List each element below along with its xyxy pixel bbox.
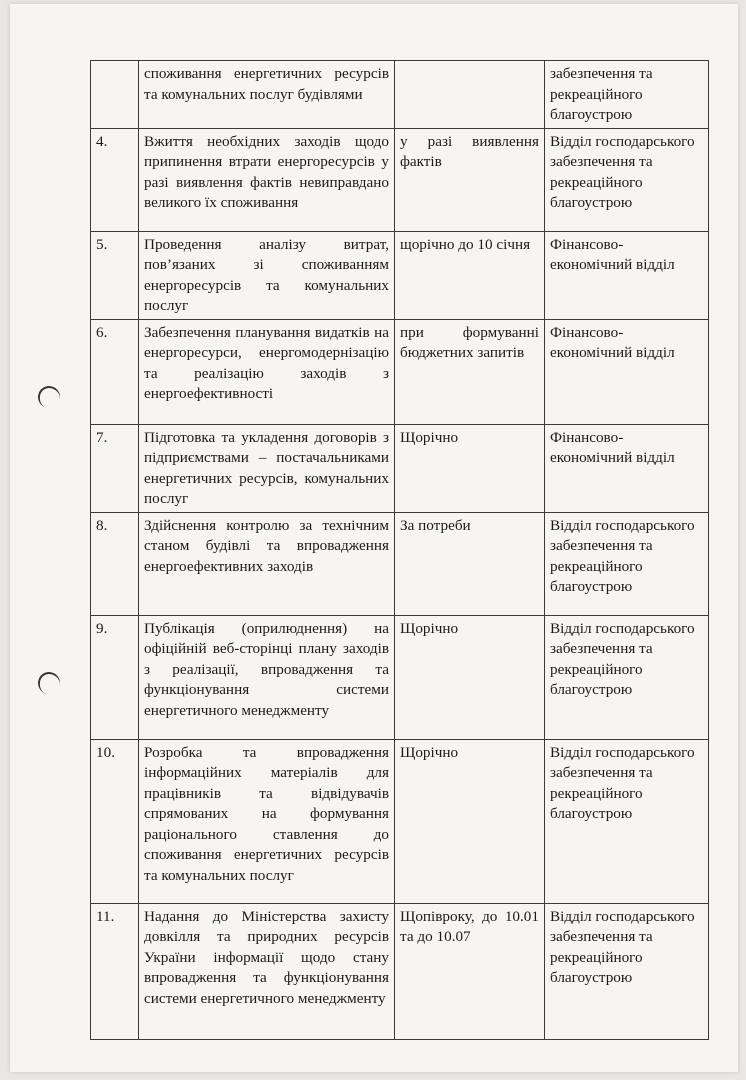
measure-text: Публікація (оприлюднення) на офіційній веб-сторінці плану заходів з реалізації, впровадження та функціонування системи енергетичного менеджменту [139, 615, 395, 739]
measure-text: Вжиття необхідних заходів щодо припинення втрати енергоресурсів у разі виявлення фактів невиправдано великого їх споживання [139, 128, 395, 231]
measure-text: Розробка та впровадження інформаційних матеріалів для працівників та відвідувачів спрямованих на формування раціонального ставлення до споживання енергетичних ресурсів та комунальних послуг [139, 739, 395, 903]
executor-text: Відділ господарського забезпечення та рекреаційного благоустрою [545, 512, 709, 615]
row-number: 4. [91, 128, 139, 231]
measure-text: Надання до Міністерства захисту довкілля та природних ресурсів України інформації щодо стану впровадження та функціонування системи енергетичного менеджменту [139, 903, 395, 1039]
executor-text: забезпечення та рекреаційного благоустрою [545, 61, 709, 129]
measure-text: Забезпечення планування видатків на енергоресурси, енергомодернізацію та реалізацію заходів з енергоефективності [139, 319, 395, 424]
row-number: 10. [91, 739, 139, 903]
term-text: Щорічно [395, 615, 545, 739]
term-text: щорічно до 10 січня [395, 231, 545, 319]
table-row [91, 61, 709, 129]
executor-text: Фінансово-економічний відділ [545, 424, 709, 512]
executor-text: Фінансово-економічний відділ [545, 319, 709, 424]
row-number: 5. [91, 231, 139, 319]
measures-table [90, 60, 709, 1040]
table-row [91, 231, 709, 319]
executor-text: Відділ господарського забезпечення та рекреаційного благоустрою [545, 615, 709, 739]
measure-text: Підготовка та укладення договорів з підприємствами – постачальниками енергетичних ресурсів, комунальних послуг [139, 424, 395, 512]
term-text: Щопівроку, до 10.01 та до 10.07 [395, 903, 545, 1039]
measure-text: Здійснення контролю за технічним станом будівлі та впровадження енергоефективних заходів [139, 512, 395, 615]
table-row [91, 739, 709, 903]
row-number: 6. [91, 319, 139, 424]
term-text: при формуванні бюджетних запитів [395, 319, 545, 424]
table-row [91, 128, 709, 231]
punch-hole-mark [36, 670, 63, 697]
table-row [91, 512, 709, 615]
row-number [91, 61, 139, 129]
table-row [91, 615, 709, 739]
row-number: 8. [91, 512, 139, 615]
executor-text: Відділ господарського забезпечення та рекреаційного благоустрою [545, 739, 709, 903]
document-page [10, 4, 738, 1072]
table-row [91, 424, 709, 512]
table-row [91, 319, 709, 424]
row-number: 11. [91, 903, 139, 1039]
executor-text: Фінансово-економічний відділ [545, 231, 709, 319]
term-text: Щорічно [395, 739, 545, 903]
table-row [91, 903, 709, 1039]
measure-text: споживання енергетичних ресурсів та комунальних послуг будівлями [139, 61, 395, 129]
term-text: За потреби [395, 512, 545, 615]
executor-text: Відділ господарського забезпечення та рекреаційного благоустрою [545, 128, 709, 231]
term-text [395, 61, 545, 129]
row-number: 9. [91, 615, 139, 739]
row-number: 7. [91, 424, 139, 512]
punch-hole-mark [36, 384, 63, 411]
term-text: Щорічно [395, 424, 545, 512]
executor-text: Відділ господарського забезпечення та рекреаційного благоустрою [545, 903, 709, 1039]
term-text: у разі виявлення фактів [395, 128, 545, 231]
measure-text: Проведення аналізу витрат, пов’язаних зі споживанням енергоресурсів та комунальних послуг [139, 231, 395, 319]
